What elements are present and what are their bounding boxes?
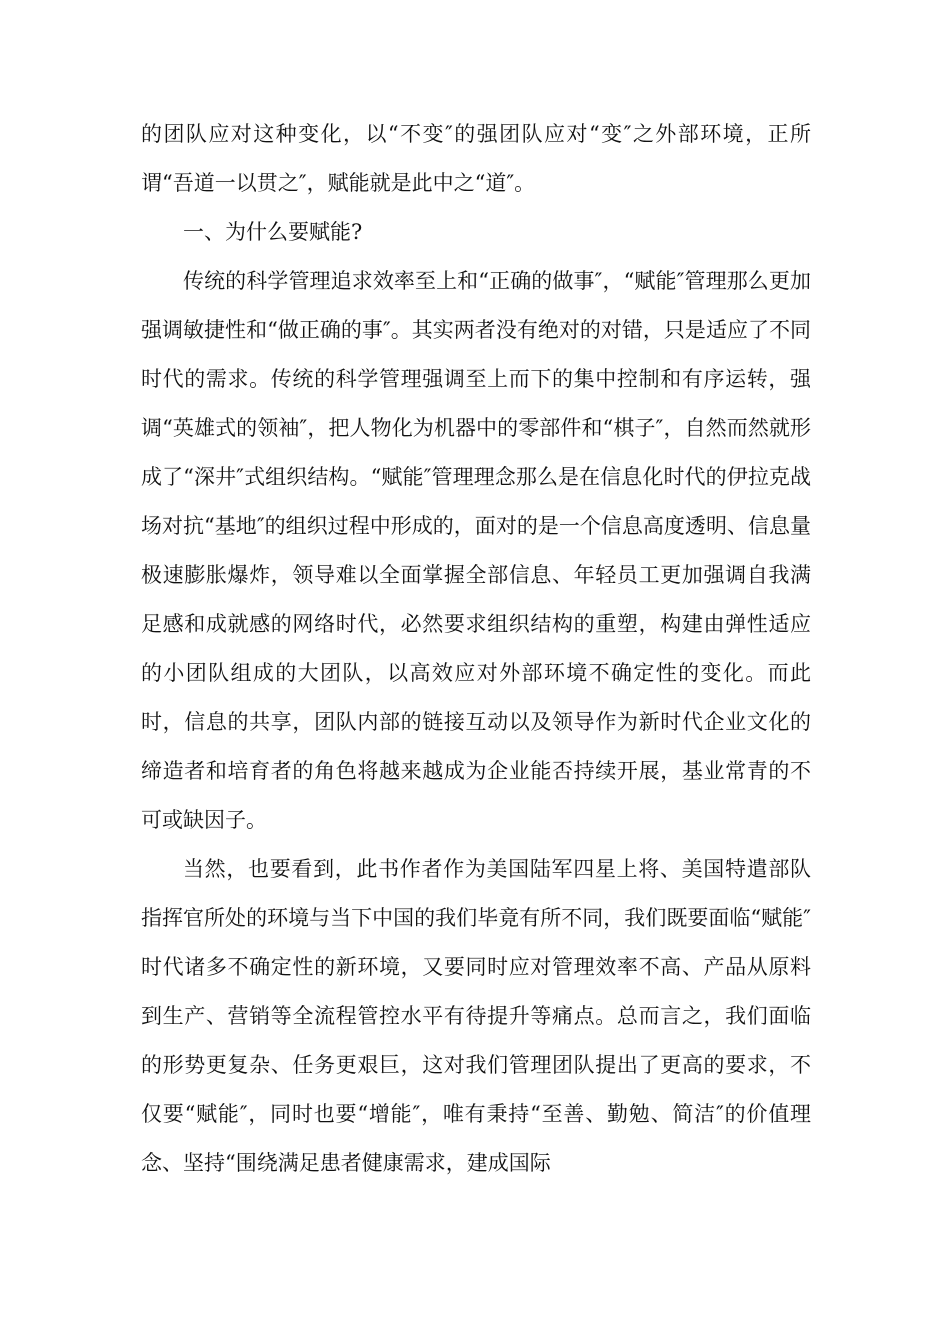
paragraph: 当然，也要看到，此书作者作为美国陆军四星上将、美国特遣部队指挥官所处的环境与当下中国的我们毕竟有所不同，我们既要面临“赋能″时代诸多不确定性的新环境，又要同时应对管理效率不高、产品从原料到生产、营销等全流程管控水平有待提升等痛点。总而言之，我们面临的形势更复杂、任务更艰巨，这对我们管理团队提出了更高的要求，不仅要“赋能″，同时也要“增能″，唯有秉持“至善、勤勉、简洁″的价值理念、坚持“围绕满足患者健康需求，建成国际: [141, 857, 811, 1175]
section-heading: 一、为什么要赋能?: [183, 220, 363, 244]
paragraph-continuation: 的团队应对这种变化，以“不变″的强团队应对“变″之外部环境，正所谓“吾道一以贯之″，赋能就是此中之“道″。: [141, 122, 811, 195]
paragraph: 传统的科学管理追求效率至上和“正确的做事″，“赋能″管理那么更加强调敏捷性和“做正确的事″。其实两者没有绝对的对错，只是适应了不同时代的需求。传统的科学管理强调至上而下的集中控制和有序运转，强调“英雄式的领袖″，把人物化为机器中的零部件和“棋子″，自然而然就形成了“深井″式组织结构。“赋能″管理理念那么是在信息化时代的伊拉克战场对抗“基地″的组织过程中形成的，面对的是一个信息高度透明、信息量极速膨胀爆炸，领导难以全面掌握全部信息、年轻员工更加强调自我满足感和成就感的网络时代，必然要求组织结构的重塑，构建由弹性适应的小团队组成的大团队，以高效应对外部环境不确定性的变化。而此时，信息的共享，团队内部的链接互动以及领导作为新时代企业文化的缔造者和培育者的角色将越来越成为企业能否持续开展，基业常青的不可或缺因子。: [141, 269, 811, 832]
body-text: [141, 110, 811, 1188]
